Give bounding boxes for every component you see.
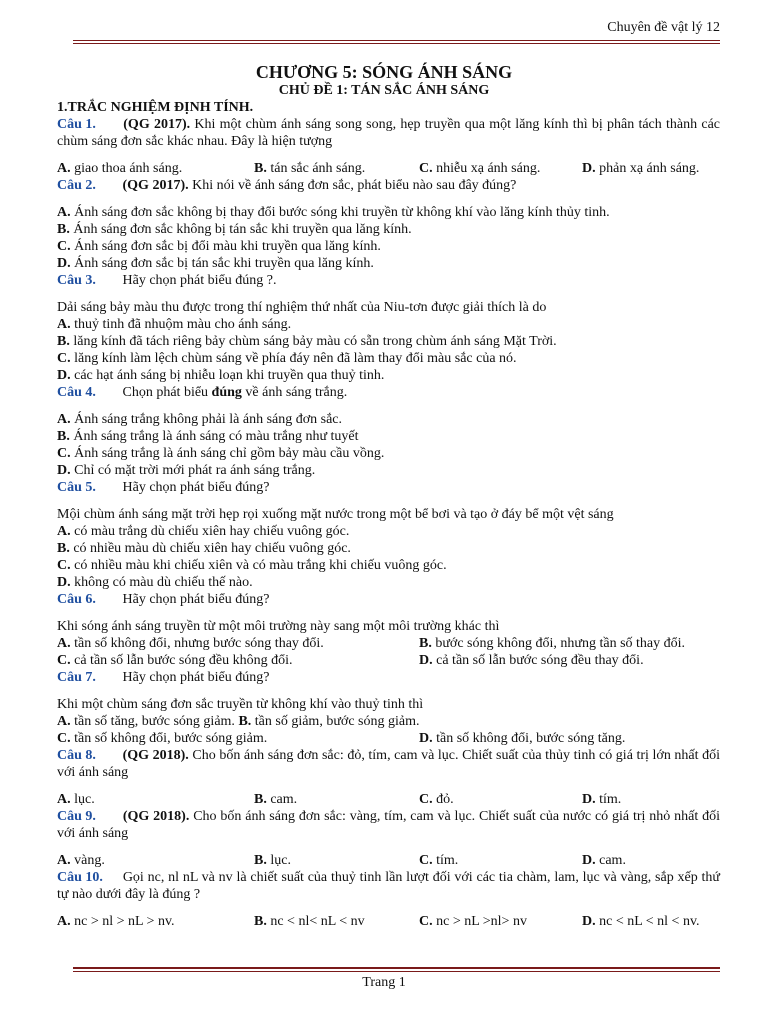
option-a: A. Ánh sáng đơn sắc không bị thay đổi bước sóng khi truyền từ không khí vào lăng kính thủy tinh. xyxy=(57,205,610,220)
option-b: B. bước sóng không đổi, nhưng tần số thay đổi. xyxy=(419,636,686,651)
option-a: A. vàng. xyxy=(57,853,105,868)
question-text-emphasis: đúng xyxy=(211,385,242,400)
option-a: A. Ánh sáng trắng không phải là ánh sáng đơn sắc. xyxy=(57,412,343,427)
option-b: B. Ánh sáng trắng là ánh sáng có màu trắng như tuyết xyxy=(57,429,359,444)
question-tag: (QG 2018). xyxy=(122,748,189,763)
option-b: B. có nhiều màu dù chiếu xiên hay chiếu vuông góc. xyxy=(57,541,351,556)
option-a: A. lục. xyxy=(57,792,95,807)
option-b: B. lục. xyxy=(254,853,291,868)
page-number: Trang 1 xyxy=(362,975,406,990)
question-9 xyxy=(57,808,720,842)
option-c: C. Ánh sáng đơn sắc bị đổi màu khi truyền qua lăng kính. xyxy=(57,239,381,254)
question-text-tail: về ánh sáng trắng. xyxy=(241,385,348,400)
option-c: C. đỏ. xyxy=(419,792,454,807)
option-a: A. giao thoa ánh sáng. xyxy=(57,161,183,176)
options-row xyxy=(57,791,720,808)
question-number: Câu 7. xyxy=(57,670,96,685)
option-a: A. thuỷ tinh đã nhuộm màu cho ánh sáng. xyxy=(57,317,292,332)
question-4 xyxy=(57,384,720,401)
option-d: D. cam. xyxy=(582,853,626,868)
question-6 xyxy=(57,591,720,608)
question-number: Câu 10. xyxy=(57,870,103,885)
option-c: C. lăng kính làm lệch chùm sáng về phía đáy nên đã làm thay đổi màu sắc của nó. xyxy=(57,351,517,366)
options-row xyxy=(57,635,720,652)
question-text: Hãy chọn phát biểu đúng? xyxy=(122,670,270,685)
option-d: D. phản xạ ánh sáng. xyxy=(582,161,700,176)
option-d: D. Ánh sáng đơn sắc bị tán sắc khi truyền qua lăng kính. xyxy=(57,256,374,271)
question-number: Câu 5. xyxy=(57,480,96,495)
options-row xyxy=(57,852,720,869)
question-stem: Mội chùm ánh sáng mặt trời hẹp rọi xuống mặt nước trong một bể bơi và tạo ở đáy bể một vệt sáng xyxy=(57,507,614,522)
question-stem: Khi một chùm sáng đơn sắc truyền từ không khí vào thuỷ tinh thì xyxy=(57,697,424,712)
question-5 xyxy=(57,479,720,496)
question-list xyxy=(57,99,720,930)
options-row xyxy=(57,913,720,930)
option-b: B. tán sắc ánh sáng. xyxy=(254,161,366,176)
option-b: B. tần số giảm, bước sóng giảm. xyxy=(238,714,420,729)
question-text: Chọn phát biểu xyxy=(122,385,212,400)
option-d: D. tím. xyxy=(582,792,622,807)
question-number: Câu 8. xyxy=(57,748,96,763)
footer-rule-thin xyxy=(73,971,720,972)
question-text: Khi một chùm ánh sáng song song, hẹp truyền qua một lăng kính thì bị phân tách thành các chùm sáng đơn sắc khác nhau. Đây là hiện tượng xyxy=(57,117,721,149)
option-a: A. có màu trắng dù chiếu xiên hay chiếu vuông góc. xyxy=(57,524,350,539)
question-number: Câu 4. xyxy=(57,385,96,400)
question-number: Câu 1. xyxy=(57,117,96,132)
question-number: Câu 9. xyxy=(57,809,96,824)
option-c: C. nhiễu xạ ánh sáng. xyxy=(419,161,541,176)
question-tag: (QG 2017). xyxy=(122,178,189,193)
option-b: B. lăng kính đã tách riêng bảy chùm sáng bảy màu có sẵn trong chùm ánh sáng Mặt Trời. xyxy=(57,334,557,349)
question-tag: (QG 2017). xyxy=(123,117,191,132)
option-b: B. Ánh sáng đơn sắc không bị tán sắc khi truyền qua lăng kính. xyxy=(57,222,412,237)
topic-subtitle: CHỦ ĐỀ 1: TÁN SẮC ÁNH SÁNG xyxy=(278,83,490,98)
question-8 xyxy=(57,747,720,781)
footer-rule xyxy=(73,967,720,969)
option-a: A. nc > nl > nL > nv. xyxy=(57,914,175,929)
option-c: C. Ánh sáng trắng là ánh sáng chỉ gồm bảy màu cầu vồng. xyxy=(57,446,385,461)
question-text: Cho bốn ánh sáng đơn sắc: vàng, tím, cam và lục. Chiết suất của nước có giá trị nhỏ nhất đối với ánh sáng xyxy=(57,809,721,841)
option-a: A. tần số tăng, bước sóng giảm. xyxy=(57,714,235,729)
question-number: Câu 2. xyxy=(57,178,96,193)
options-row xyxy=(57,730,720,747)
question-text: Khi nói về ánh sáng đơn sắc, phát biểu nào sau đây đúng? xyxy=(192,178,517,193)
question-7 xyxy=(57,669,720,686)
question-text: Hãy chọn phát biểu đúng? xyxy=(122,592,270,607)
option-a: A. tần số không đổi, nhưng bước sóng thay đổi. xyxy=(57,636,324,651)
option-d: D. Chỉ có mặt trời mới phát ra ánh sáng trắng. xyxy=(57,463,316,478)
option-d: D. không có màu dù chiếu thế nào. xyxy=(57,575,253,590)
section-heading: 1.TRẮC NGHIỆM ĐỊNH TÍNH. xyxy=(57,100,254,115)
option-c: C. có nhiều màu khi chiếu xiên và có màu trắng khi chiếu vuông góc. xyxy=(57,558,447,573)
question-text: Hãy chọn phát biểu đúng ?. xyxy=(122,273,277,288)
option-b: B. cam. xyxy=(254,792,298,807)
question-10 xyxy=(57,869,720,903)
question-3 xyxy=(57,272,720,289)
option-b: B. nc < nl< nL < nv xyxy=(254,914,365,929)
question-number: Câu 6. xyxy=(57,592,96,607)
header-rule-thin xyxy=(73,43,720,44)
question-1 xyxy=(57,116,720,150)
option-d: D. cả tần số lẫn bước sóng đều thay đổi. xyxy=(419,653,644,668)
chapter-title: CHƯƠNG 5: SÓNG ÁNH SÁNG xyxy=(255,62,513,82)
question-tag: (QG 2018). xyxy=(122,809,190,824)
option-c: C. tím. xyxy=(419,853,459,868)
question-number: Câu 3. xyxy=(57,273,96,288)
question-stem: Dải sáng bảy màu thu được trong thí nghiệm thứ nhất của Niu-tơn được giải thích là do xyxy=(57,300,547,315)
question-text: Cho bốn ánh sáng đơn sắc: đỏ, tím, cam và lục. Chiết suất của thủy tinh có giá trị lớn nhất đối với ánh sáng xyxy=(57,748,721,780)
option-d: D. tần số không đổi, bước sóng tăng. xyxy=(419,731,626,746)
header-rule xyxy=(73,40,720,41)
question-text: Hãy chọn phát biểu đúng? xyxy=(122,480,270,495)
option-c: C. tần số không đổi, bước sóng giảm. xyxy=(57,731,268,746)
header-subject: Chuyên đề vật lý 12 xyxy=(607,20,720,35)
question-stem: Khi sóng ánh sáng truyền từ một môi trường này sang một môi trường khác thì xyxy=(57,619,500,634)
options-row xyxy=(57,713,720,730)
question-2 xyxy=(57,177,720,194)
option-c: C. nc > nL >nl> nv xyxy=(419,914,527,929)
options-row xyxy=(57,160,720,177)
question-text: Gọi nc, nl nL và nv là chiết suất của thuỷ tinh lần lượt đối với các tia chàm, lam, lục và vàng, sắp xếp thứ tự nào dưới đây là đúng ? xyxy=(57,870,721,902)
option-c: C. cả tần số lẫn bước sóng đều không đổi. xyxy=(57,653,293,668)
options-row xyxy=(57,652,720,669)
option-d: D. nc < nL < nl < nv. xyxy=(582,914,700,929)
option-d: D. các hạt ánh sáng bị nhiễu loạn khi truyền qua thuỷ tinh. xyxy=(57,368,385,383)
